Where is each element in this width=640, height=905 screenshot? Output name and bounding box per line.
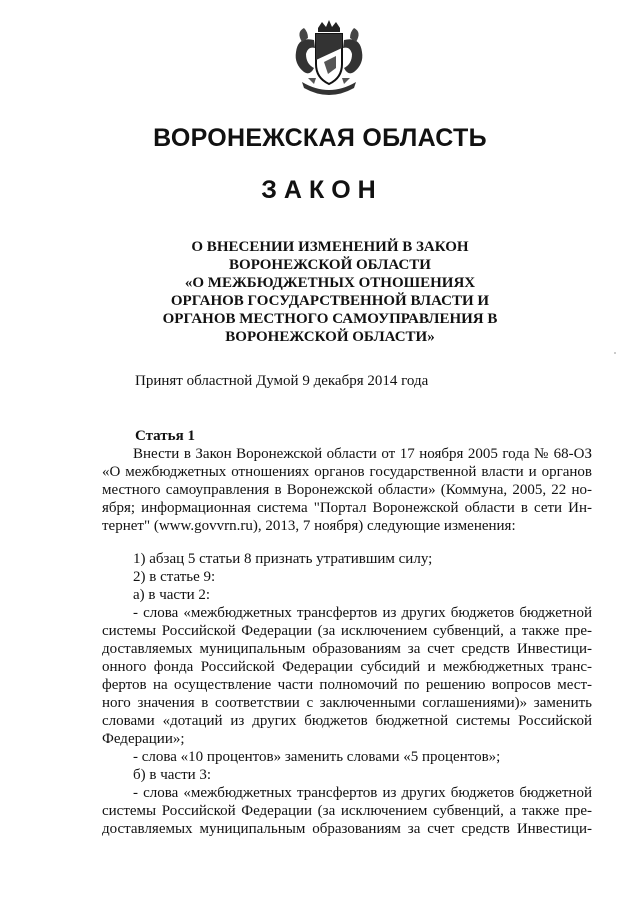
body-line: системы Российской Федерации (за исключением субвенций, а также пре- bbox=[102, 803, 592, 819]
region-title: ВОРОНЕЖСКАЯ ОБЛАСТЬ bbox=[153, 124, 487, 152]
law-title-line: ОРГАНОВ ГОСУДАРСТВЕННОЙ ВЛАСТИ И bbox=[170, 293, 490, 309]
adoption-date: Принят областной Думой 9 декабря 2014 года bbox=[135, 373, 429, 389]
article-body bbox=[102, 445, 592, 838]
law-title bbox=[140, 238, 520, 346]
law-title-line: ВОРОНЕЖСКОЙ ОБЛАСТИ» bbox=[225, 329, 435, 345]
paragraph-gap bbox=[102, 535, 592, 550]
document-type: ЗАКОН bbox=[261, 176, 383, 204]
body-line: словами «дотаций из других бюджетов бюджетной системы Российской bbox=[102, 713, 592, 729]
body-line: доставляемых муниципальным образованиям за счет средств Инвестици- bbox=[102, 641, 592, 657]
body-line: местного самоуправления в Воронежской области» (Коммуна, 2005, 22 но- bbox=[102, 482, 592, 498]
body-line: онного фонда Российской Федерации субсидий и межбюджетных транс- bbox=[102, 659, 592, 675]
body-line: фертов на осуществление части полномочий по решению вопросов мест- bbox=[102, 677, 592, 693]
body-line: ного значения в соответствии с заключенными соглашениями)» заменить bbox=[102, 695, 592, 711]
law-title-line: О ВНЕСЕНИИ ИЗМЕНЕНИЙ В ЗАКОН bbox=[191, 239, 469, 255]
law-title-line: «О МЕЖБЮДЖЕТНЫХ ОТНОШЕНИЯХ bbox=[184, 275, 476, 291]
body-line: ября; информационная система "Портал Воронежской области в сети Ин- bbox=[102, 500, 592, 516]
list-item: б) в части 3: bbox=[133, 767, 212, 783]
body-line: Внести в Закон Воронежской области от 17 ноября 2005 года № 68-ОЗ bbox=[133, 446, 592, 462]
list-item: а) в части 2: bbox=[133, 587, 211, 603]
body-line: - слова «межбюджетных трансфертов из других бюджетов бюджетной bbox=[133, 605, 592, 621]
body-line: тернет" (www.govvrn.ru), 2013, 7 ноября) следующие изменения: bbox=[102, 518, 516, 534]
body-line: - слова «межбюджетных трансфертов из других бюджетов бюджетной bbox=[133, 785, 592, 801]
list-item: - слова «10 процентов» заменить словами «5 процентов»; bbox=[133, 749, 501, 765]
body-line: доставляемых муниципальным образованиям за счет средств Инвестици- bbox=[102, 821, 592, 837]
body-line: Федерации»; bbox=[102, 731, 185, 747]
law-title-line: ОРГАНОВ МЕСТНОГО САМОУПРАВЛЕНИЯ В bbox=[162, 311, 498, 327]
article-heading: Статья 1 bbox=[135, 428, 195, 444]
law-title-line: ВОРОНЕЖСКОЙ ОБЛАСТИ bbox=[229, 257, 431, 273]
list-item: 2) в статье 9: bbox=[133, 569, 216, 585]
body-line: системы Российской Федерации (за исключением субвенций, а также пре- bbox=[102, 623, 592, 639]
coat-of-arms-icon bbox=[288, 18, 370, 100]
list-item: 1) абзац 5 статьи 8 признать утратившим силу; bbox=[133, 551, 433, 567]
scan-speck bbox=[614, 352, 616, 354]
body-line: «О межбюджетных отношениях органов государственной власти и органов bbox=[102, 464, 592, 480]
